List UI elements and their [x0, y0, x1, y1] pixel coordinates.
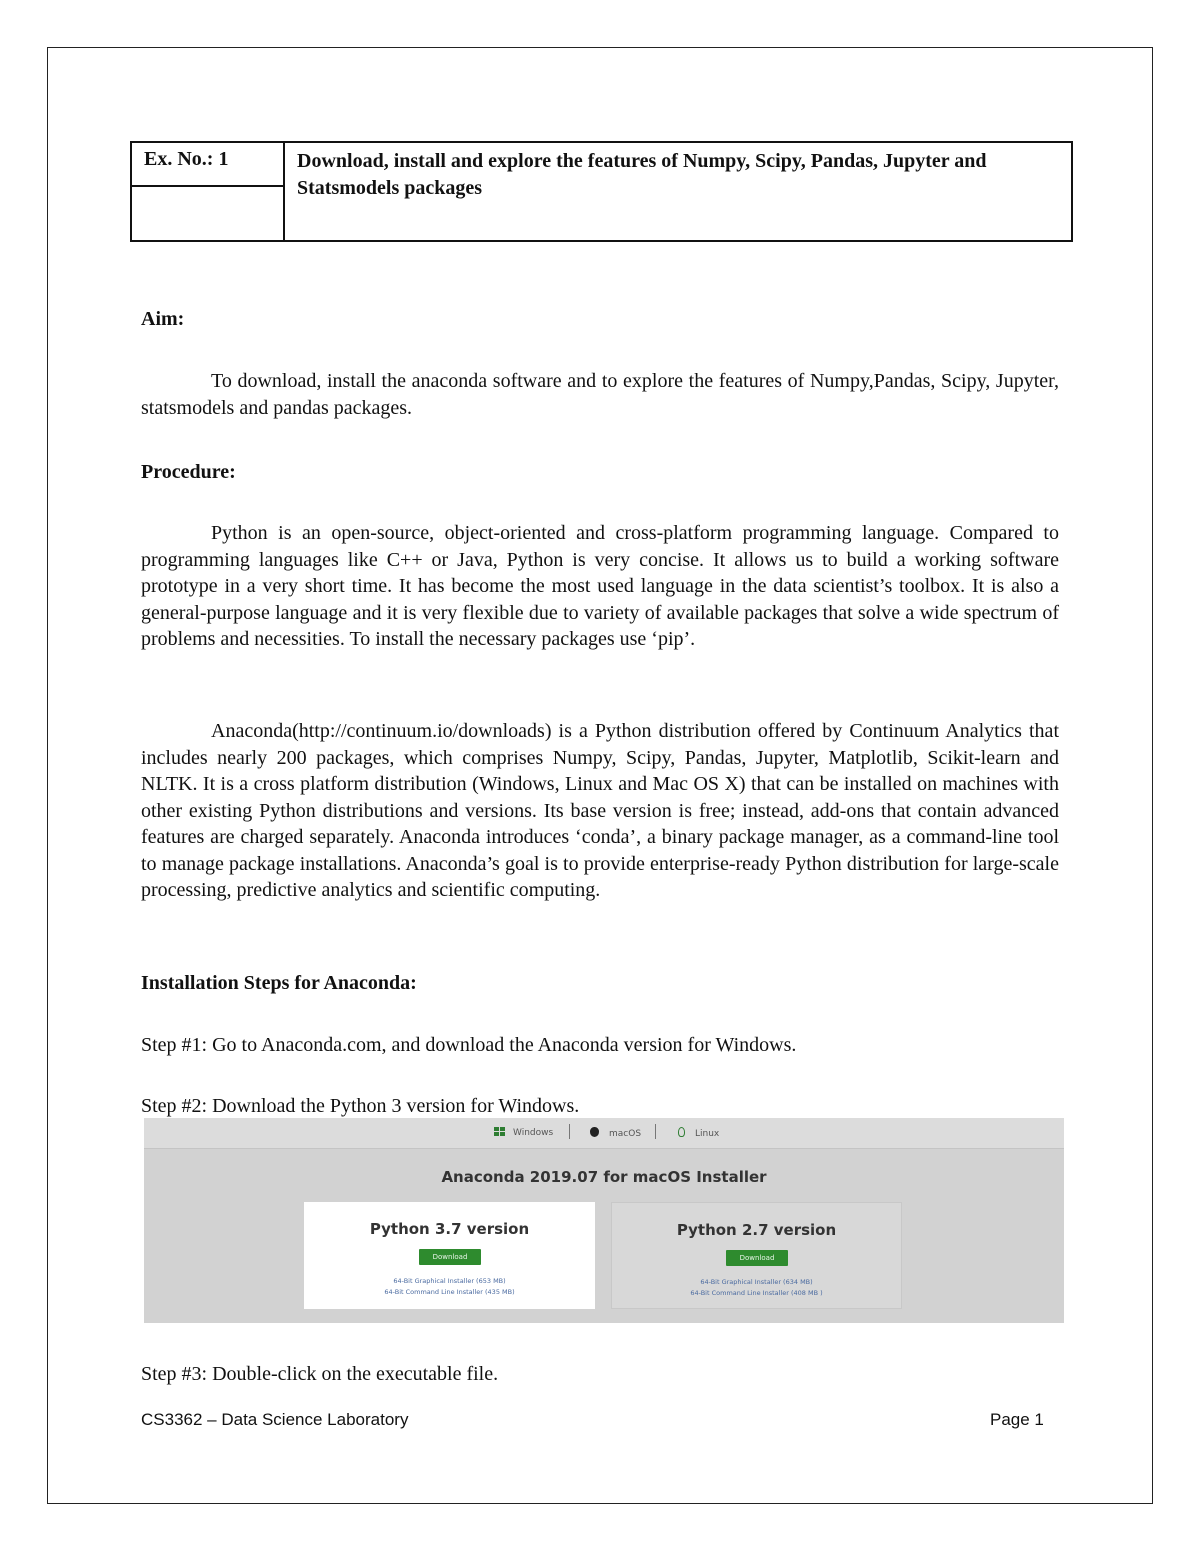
- os-tab-linux-label: Linux: [695, 1129, 720, 1139]
- os-tab-linux[interactable]: [678, 1127, 719, 1139]
- command-line-installer-link[interactable]: 64-Bit Command Line Installer (435 MB): [384, 1288, 515, 1296]
- procedure-paragraph-2: [141, 718, 1059, 904]
- procedure-paragraph-1: [141, 520, 1059, 653]
- procedure-paragraph-2-text: Anaconda(http://continuum.io/downloads) is a Python distribution offered by Continuum Analytics that includes nearly 200 packages, which comprises Numpy, Scipy, Pandas, Jupyter, Matplotlib, Scikit-learn and NLTK. It is a cross platform distribution (Windows, Linux and Mac OS X) that can be installed on machines with other existing Python distributions and versions. Its base version is free; instead, add-ons that contain advanced features are charged separately. Anaconda introduces ‘conda’, a binary package manager, as a command-line tool to manage package installations. Anaconda’s goal is to provide enterprise-ready Python distribution for large-scale processing, predictive analytics and scientific computing.: [141, 720, 1059, 901]
- exercise-number: Ex. No.: 1: [132, 143, 283, 187]
- footer-course: CS3362 – Data Science Laboratory: [141, 1410, 409, 1429]
- aim-text: [141, 368, 1059, 421]
- step-1: Step #1: Go to Anaconda.com, and download the Anaconda version for Windows.: [141, 1034, 797, 1056]
- os-tab-bar: [144, 1118, 1064, 1149]
- graphical-installer-link[interactable]: 64-Bit Graphical Installer (634 MB): [700, 1278, 813, 1286]
- os-tab-windows-label: Windows: [513, 1128, 554, 1138]
- python-27-card: [611, 1202, 902, 1309]
- command-line-installer-link[interactable]: 64-Bit Command Line Installer (408 MB ): [690, 1289, 823, 1297]
- card-title: Python 3.7 version: [369, 1220, 530, 1238]
- aim-heading: Aim:: [141, 308, 185, 330]
- card-title: Python 2.7 version: [676, 1221, 837, 1239]
- graphical-installer-link[interactable]: 64-Bit Graphical Installer (653 MB): [393, 1277, 506, 1285]
- step-3: Step #3: Double-click on the executable file.: [141, 1363, 499, 1385]
- footer-page-number: Page 1: [990, 1410, 1044, 1429]
- python-37-card: [304, 1202, 595, 1309]
- procedure-heading: Procedure:: [141, 461, 236, 483]
- installation-heading: Installation Steps for Anaconda:: [141, 972, 417, 994]
- apple-icon: [590, 1127, 599, 1137]
- procedure-paragraph-1-text: Python is an open-source, object-oriented and cross-platform programming language. Compared to programming languages like C++ or Java, Python is very concise. It allows us to build a working software prototype in a very short time. It has become the most used language in the data scientist’s toolbox. It is also a general-purpose language and it is very flexible due to variety of available packages that solve a wide spectrum of problems and necessities. To install the necessary packages use ‘pip’.: [141, 522, 1059, 650]
- exercise-number-column: [132, 143, 285, 240]
- step-2: Step #2: Download the Python 3 version for Windows.: [141, 1095, 580, 1117]
- divider: [655, 1124, 656, 1139]
- os-tab-macos-label: macOS: [609, 1129, 642, 1139]
- exercise-title: Download, install and explore the features of Numpy, Scipy, Pandas, Jupyter and Statsmodels packages: [297, 150, 987, 199]
- os-tab-windows[interactable]: [494, 1127, 553, 1138]
- download-button[interactable]: Download: [419, 1249, 481, 1265]
- exercise-header-table: [130, 141, 1073, 242]
- installer-title: Anaconda 2019.07 for macOS Installer: [441, 1168, 767, 1186]
- aim-text-content: To download, install the anaconda software and to explore the features of Numpy,Pandas, Scipy, Jupyter, statsmodels and pandas packages.: [141, 370, 1059, 419]
- windows-icon: [494, 1127, 505, 1136]
- linux-icon: [678, 1127, 685, 1137]
- anaconda-download-screenshot: [144, 1118, 1064, 1323]
- os-tab-macos[interactable]: [590, 1127, 641, 1139]
- download-button[interactable]: Download: [726, 1250, 788, 1266]
- divider: [569, 1124, 570, 1139]
